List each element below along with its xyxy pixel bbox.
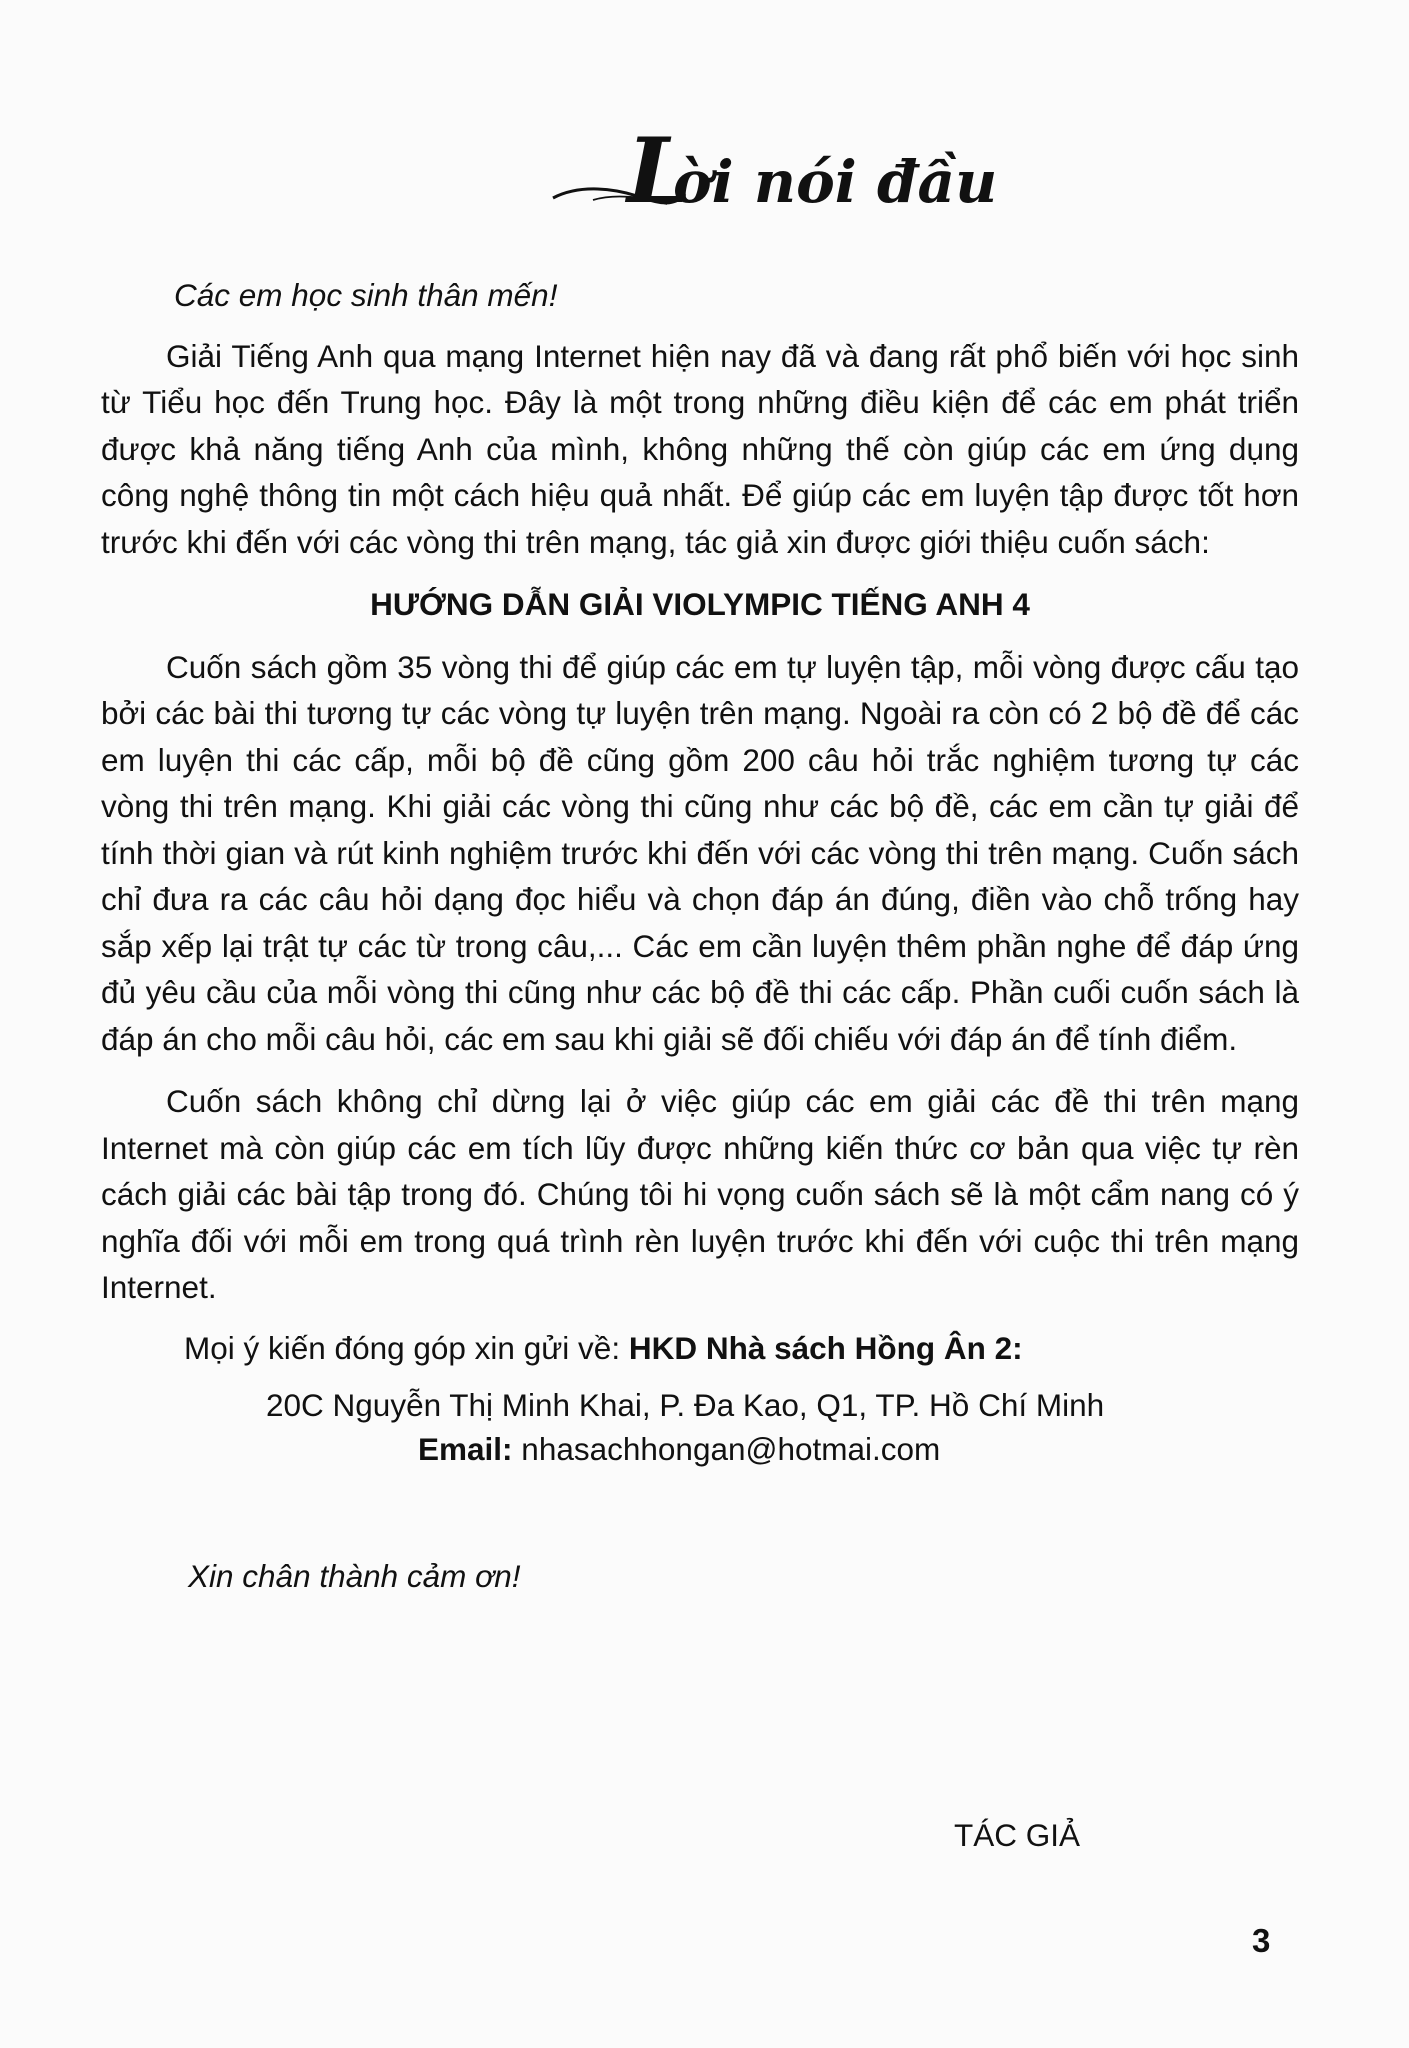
title-rest: ời nói đầu <box>673 148 998 216</box>
publisher-name: HKD Nhà sách Hồng Ân 2: <box>628 1329 1023 1366</box>
title-capital: L <box>627 118 691 224</box>
contact-line <box>101 1325 1299 1372</box>
email-label: Email: <box>418 1431 513 1467</box>
description-paragraph: Cuốn sách gồm 35 vòng thi để giúp các em tự luyện tập, mỗi vòng được cấu tạo bởi các bài thi tương tự các vòng tự luyện trên mạng. Ngoài ra còn có 2 bộ đề để các em luyện thi các cấp, mỗi bộ đề cũng gồm 200 câu hỏi trắc nghiệm tương tự các vòng thi trên mạng. Khi giải các vòng thi cũng như các bộ đề, các em cần tự giải để tính thời gian và rút kinh nghiệm trước khi đến với các vòng thi trên mạng. Cuốn sách chỉ đưa ra các câu hỏi dạng đọc hiểu và chọn đáp án đúng, điền vào chỗ trống hay sắp xếp lại trật tự các từ trong câu,... Các em cần luyện thêm phần nghe để đáp ứng đủ yêu cầu của mỗi vòng thi cũng như các bộ đề thi các cấp. Phần cuối cuốn sách là đáp án cho mỗi câu hỏi, các em sau khi giải sẽ đối chiếu với đáp án để tính điểm. <box>101 648 1299 1057</box>
closing-thanks: Xin chân thành cảm ơn! <box>188 1558 521 1594</box>
email-line <box>101 1427 1299 1471</box>
email-address: nhasachhongan@hotmai.com <box>521 1431 941 1467</box>
intro-paragraph: Giải Tiếng Anh qua mạng Internet hiện nay đã và đang rất phổ biến với học sinh từ Tiểu học đến Trung học. Đây là một trong những điều kiện để các em phát triển được khả năng tiếng Anh của mình, không những thế còn giúp các em ứng dụng công nghệ thông tin một cách hiệu quả nhất. Để giúp các em luyện tập được tốt hơn trước khi đến với các vòng thi trên mạng, tác giả xin được giới thiệu cuốn sách: <box>101 337 1299 560</box>
author-signature: TÁC GIẢ <box>954 1817 1081 1853</box>
title-calligraphy <box>545 118 998 228</box>
purpose-paragraph: Cuốn sách không chỉ dừng lại ở việc giúp các em giải các đề thi trên mạng Internet mà còn giúp các em tích lũy được những kiến thức cơ bản qua việc tự rèn cách giải các bài tập trong đó. Chúng tôi hi vọng cuốn sách sẽ là một cẩm nang có ý nghĩa đối với mỗi em trong quá trình rèn luyện trước khi đến với cuộc thi trên mạng Internet. <box>101 1083 1299 1305</box>
page-body <box>101 272 1299 1600</box>
page-number: 3 <box>1252 1922 1271 1959</box>
greeting: Các em học sinh thân mến! <box>174 277 558 313</box>
page-title <box>545 118 998 228</box>
publisher-address: 20C Nguyễn Thị Minh Khai, P. Đa Kao, Q1, TP. Hồ Chí Minh <box>266 1387 1105 1423</box>
contact-lead: Mọi ý kiến đóng góp xin gửi về: <box>184 1329 621 1366</box>
book-title: HƯỚNG DẪN GIẢI VIOLYMPIC TIẾNG ANH 4 <box>370 586 1030 622</box>
